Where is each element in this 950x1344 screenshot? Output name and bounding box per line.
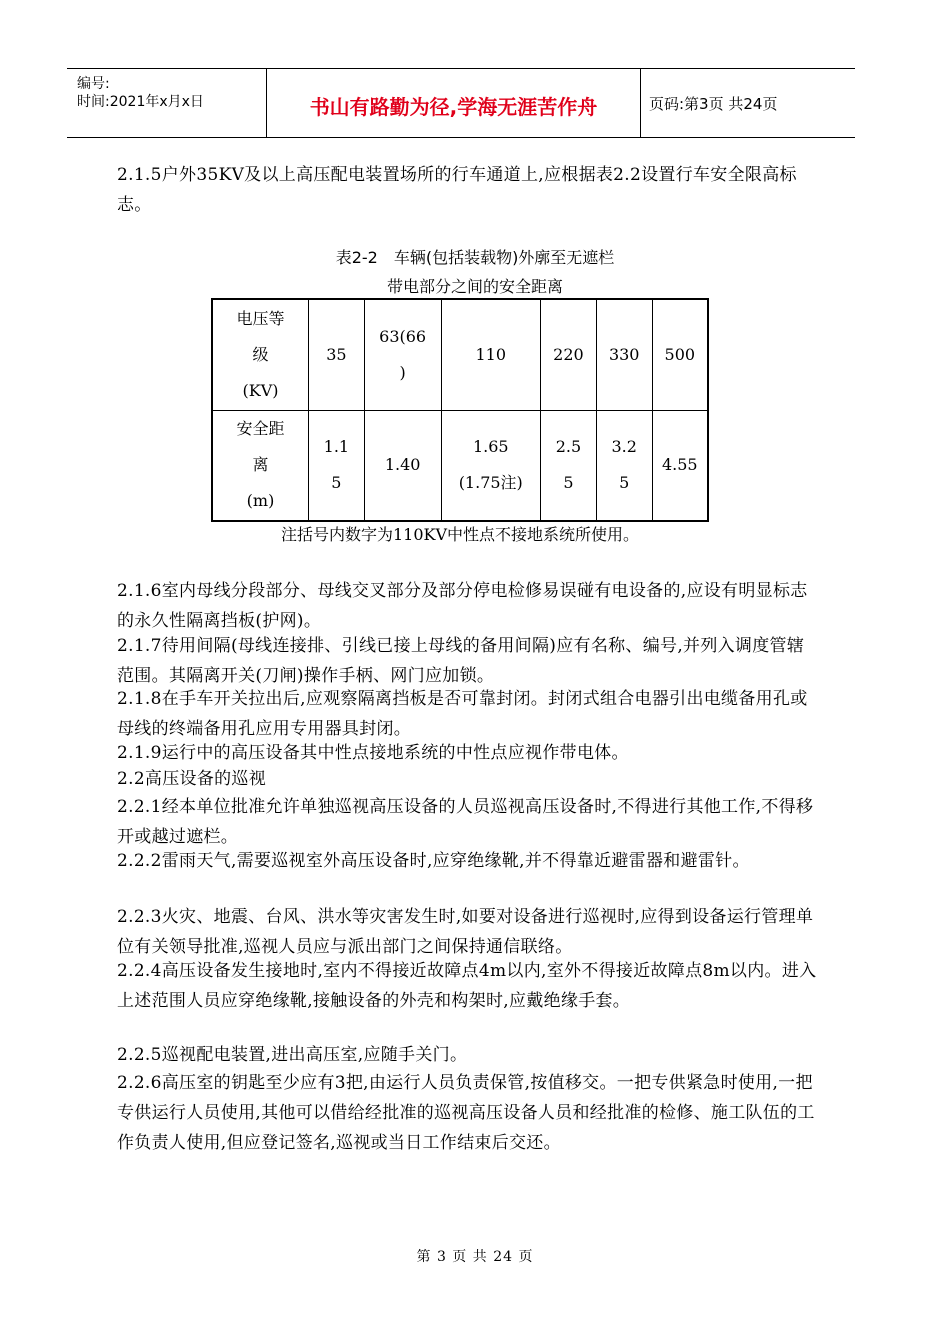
cell-line: 1.40 bbox=[384, 455, 421, 475]
distance-cell bbox=[652, 410, 708, 521]
cell-line: (1.75注) bbox=[458, 473, 523, 493]
paragraph-2-2-3: 2.2.3火灾、地震、台风、洪水等灾害发生时,如要对设备进行巡视时,应得到设备运行管理单位有关领导批准,巡视人员应与派出部门之间保持通信联络。 bbox=[117, 907, 814, 957]
paragraph-2-1-8: 2.1.8在手车开关拉出后,应观察隔离挡板是否可靠封闭。封闭式组合电器引出电缆备用孔或母线的终端备用孔应用专用器具封闭。 bbox=[117, 689, 808, 739]
cell-line: 500 bbox=[664, 344, 696, 364]
document-number-label: 编号: bbox=[77, 76, 110, 92]
cell-line: 1.1 bbox=[323, 437, 350, 457]
cell-line: 4.55 bbox=[661, 455, 698, 475]
cell-line: 离 bbox=[252, 455, 269, 475]
distance-header-cell bbox=[212, 410, 309, 521]
cell-line: 1.65 bbox=[472, 437, 509, 457]
voltage-cell bbox=[309, 299, 365, 410]
cell-line: 330 bbox=[608, 344, 640, 364]
section-heading-2-2: 2.2高压设备的巡视 bbox=[117, 769, 267, 789]
intro-paragraph: 2.1.5户外35KV及以上高压配电装置场所的行车通道上,应根据表2.2设置行车安全限高标志。 bbox=[117, 165, 797, 215]
paragraph-2-1-6: 2.1.6室内母线分段部分、母线交叉部分及部分停电检修易误碰有电设备的,应设有明显标志的永久性隔离挡板(护网)。 bbox=[117, 581, 808, 631]
header-page-cell bbox=[641, 69, 855, 137]
cell-line: (m) bbox=[246, 491, 275, 511]
cell-line: 63(66 bbox=[379, 326, 427, 346]
cell-line: 5 bbox=[619, 473, 630, 493]
paragraph-2-2-2: 2.2.2雷雨天气,需要巡视室外高压设备时,应穿绝缘靴,并不得靠近避雷器和避雷针。 bbox=[117, 851, 750, 871]
voltage-cell bbox=[364, 299, 441, 410]
cell-line: 220 bbox=[553, 344, 584, 364]
paragraph-2-2-5: 2.2.5巡视配电装置,进出高压室,应随手关门。 bbox=[117, 1045, 468, 1065]
cell-line: ) bbox=[399, 362, 406, 382]
document-time-label: 时间:2021年x月x日 bbox=[77, 94, 204, 110]
distance-cell bbox=[441, 410, 541, 521]
distance-cell bbox=[541, 410, 597, 521]
cell-line: 安全距 bbox=[236, 419, 285, 439]
header-motto: 书山有路勤为径,学海无涯苦作舟 bbox=[309, 95, 598, 119]
cell-line: 110 bbox=[475, 344, 507, 364]
cell-line: 5 bbox=[331, 473, 342, 493]
safety-distance-table bbox=[211, 298, 709, 522]
paragraph-2-2-4: 2.2.4高压设备发生接地时,室内不得接近故障点4m以内,室外不得接近故障点8m以内。进入上述范围人员应穿绝缘靴,接触设备的外壳和构架时,应戴绝缘手套。 bbox=[117, 961, 817, 1011]
cell-line: 级 bbox=[252, 344, 269, 364]
table-note: 注括号内数字为110KV中性点不接地系统所使用。 bbox=[280, 525, 640, 544]
voltage-cell bbox=[441, 299, 541, 410]
table-row-voltage bbox=[212, 299, 708, 410]
table-caption-line2: 带电部分之间的安全距离 bbox=[386, 277, 563, 296]
distance-cell bbox=[596, 410, 652, 521]
cell-line: 3.2 bbox=[611, 437, 637, 457]
distance-cell bbox=[364, 410, 441, 521]
header-motto-cell bbox=[267, 69, 641, 137]
paragraph-2-2-6: 2.2.6高压室的钥匙至少应有3把,由运行人员负责保管,按值移交。一把专供紧急时使用,一把专供运行人员使用,其他可以借给经批准的巡视高压设备人员和经批准的检修、施工队伍的工作负责人使用,但应登记签名,巡视或当日工作结束后交还。 bbox=[117, 1073, 815, 1153]
voltage-cell bbox=[652, 299, 708, 410]
voltage-cell bbox=[541, 299, 597, 410]
table-caption-line1: 表2-2 车辆(包括装载物)外廓至无遮栏 bbox=[335, 248, 615, 267]
header-page-number: 页码:第3页 共24页 bbox=[649, 95, 778, 113]
distance-cell bbox=[309, 410, 365, 521]
header-meta bbox=[67, 69, 267, 137]
paragraph-2-1-9: 2.1.9运行中的高压设备其中性点接地系统的中性点应视作带电体。 bbox=[117, 743, 629, 763]
cell-line: (KV) bbox=[242, 380, 279, 400]
table-row-distance bbox=[212, 410, 708, 521]
voltage-header-cell bbox=[212, 299, 309, 410]
paragraph-2-2-1: 2.2.1经本单位批准允许单独巡视高压设备的人员巡视高压设备时,不得进行其他工作,不得移开或越过遮栏。 bbox=[117, 797, 814, 847]
page-footer: 第 3 页 共 24 页 bbox=[416, 1249, 534, 1265]
voltage-cell bbox=[596, 299, 652, 410]
page-header bbox=[67, 68, 855, 138]
cell-line: 35 bbox=[326, 344, 347, 364]
cell-line: 5 bbox=[563, 473, 574, 493]
paragraph-2-1-7: 2.1.7待用间隔(母线连接排、引线已接上母线的备用间隔)应有名称、编号,并列入调度管辖范围。其隔离开关(刀闸)操作手柄、网门应加锁。 bbox=[117, 636, 805, 686]
cell-line: 2.5 bbox=[555, 437, 582, 457]
cell-line: 电压等 bbox=[236, 308, 285, 328]
